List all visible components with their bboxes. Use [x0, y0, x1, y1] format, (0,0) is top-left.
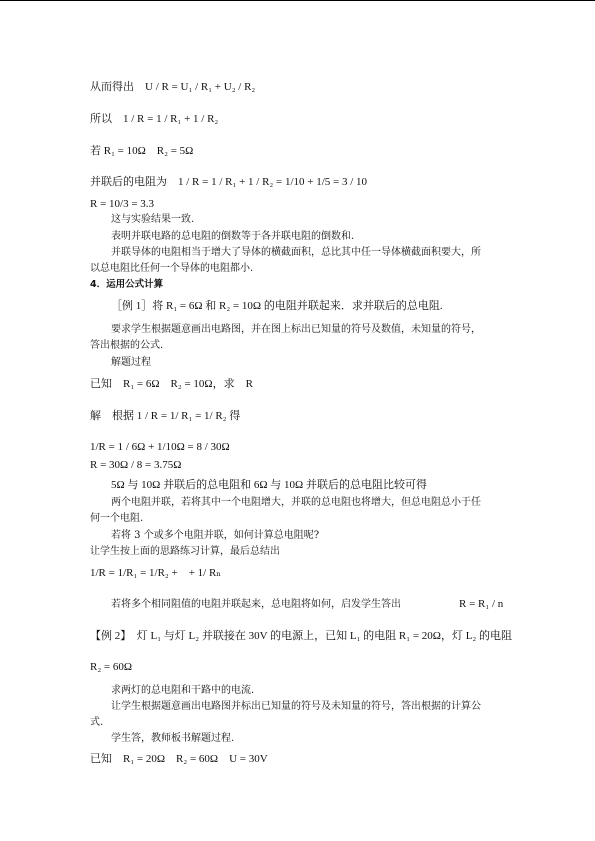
text-line: 学生答，教师板书解题过程.	[111, 733, 235, 744]
text-line: 5Ω 与 10Ω 并联后的总电阻和 6Ω 与 10Ω 并联后的总电阻比较可得	[111, 479, 427, 491]
text-line: 解题过程	[111, 357, 151, 368]
text-line: 让学生按上面的思路练习计算，最后总结出	[90, 546, 280, 557]
text-line: 式.	[90, 717, 104, 728]
text-line: 两个电阻并联，若将其中一个电阻增大，并联的总电阻也将增大，但总电阻总小于任	[111, 497, 481, 508]
general-formula-line: 1/R = 1/R₁ = 1/R₂ + + 1/ Rₙ	[90, 567, 222, 579]
text-line: 若将 3 个或多个电阻并联，如何计算总电阻呢?	[111, 530, 320, 541]
example-2-line: 【例 2】 灯 L₁ 与灯 L₂ 并联接在 30V 的电源上，已知 L₁ 的电阻 R₁ = 20Ω，灯 L₂ 的电阻	[90, 630, 513, 642]
calculation-line: 1/R = 1 / 6Ω + 1/10Ω = 8 / 30Ω	[90, 441, 230, 453]
text-line: 求两灯的总电阻和干路中的电流.	[111, 685, 255, 696]
formula-line: 所以 1 / R = 1 / R₁ + 1 / R₂	[90, 113, 219, 125]
given-values-line: 若 R₁ = 10Ω R₂ = 5Ω	[90, 145, 194, 157]
page-top-rule	[0, 0, 595, 1]
example-1-line: ［例 1］将 R₁ = 6Ω 和 R₂ = 10Ω 的电阻并联起来．求并联后的总电阻.	[111, 300, 443, 312]
result-line: R = 10/3 = 3.3	[90, 198, 155, 210]
text-line: 这与实验结果一致.	[111, 214, 195, 225]
text-line: 答出根据的公式.	[90, 340, 164, 351]
text-line: 若将多个相同阻值的电阻并联起来，总电阻将如何，启发学生答出	[111, 599, 401, 610]
text-line: 何一个电阻.	[90, 513, 144, 524]
section-heading: 4．运用公式计算	[90, 279, 164, 290]
answer-formula: R = R₁ / n	[459, 598, 504, 610]
given-values-line: 已知 R₁ = 6Ω R₂ = 10Ω，求 R	[90, 378, 253, 390]
result-line: R = 30Ω / 8 = 3.75Ω	[90, 459, 182, 471]
calculation-line: 并联后的电阻为 1 / R = 1 / R₁ + 1 / R₂ = 1/10 + 1/5 = 3 / 10	[90, 176, 368, 188]
given-values-line: R₂ = 60Ω	[90, 661, 133, 673]
text-line: 并联导体的电阻相当于增大了导体的横截面积，总比其中任一导体横截面积要大，所	[111, 247, 481, 258]
text-line: 以总电阻比任何一个导体的电阻都小.	[90, 263, 254, 274]
text-line: 让学生根据题意画出电路图并标出已知量的符号及未知量的符号，答出根据的计算公	[111, 701, 481, 712]
text-line: 要求学生根据题意画出电路图，并在图上标出已知量的符号及数值，未知量的符号，	[111, 324, 481, 335]
text-line: 表明并联电路的总电阻的倒数等于各并联电阻的倒数和.	[111, 231, 355, 242]
derivation-line: 从而得出 U / R = U₁ / R₁ + U₂ / R₂	[90, 81, 256, 93]
solution-line: 解 根据 1 / R = 1/ R₁ = 1/ R₂ 得	[90, 410, 241, 422]
given-values-line: 已知 R₁ = 20Ω R₂ = 60Ω U = 30V	[90, 753, 268, 765]
